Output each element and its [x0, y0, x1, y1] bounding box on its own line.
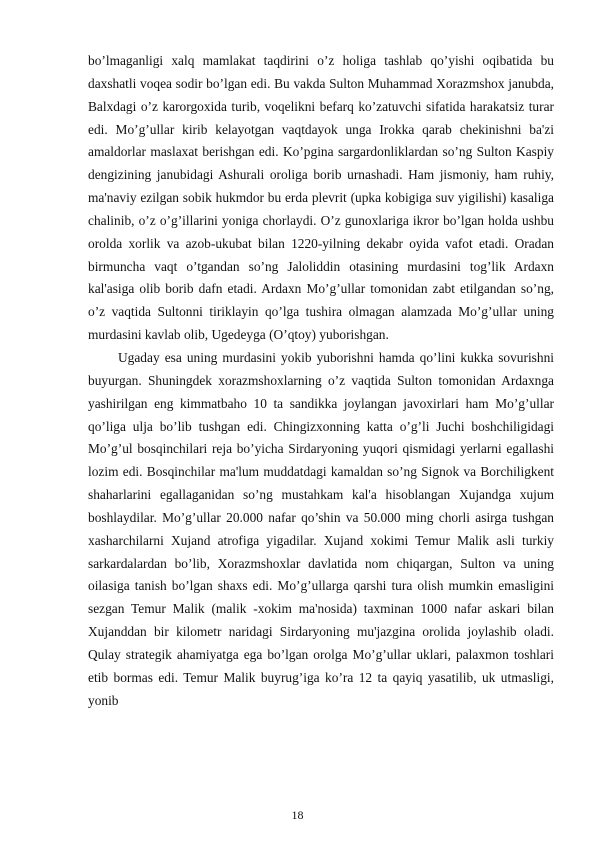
document-page: [88, 50, 554, 712]
paragraph-1: bo’lmaganligi xalq mamlakat taqdirini o’z holiga tashlab qo’yishi oqibatida bu daxshatli voqea sodir bo’lgan edi. Bu vakda Sulton Muhammad Xorazmshox janubda, Balxdagi o’z karorgoxida turib, voqelikni befarq ko’zatuvchi sifatida harakatsiz turar edi. Mo’g’ullar kirib kelayotgan vaqtdayok unga Irokka qarab chekinishni ba'zi amaldorlar maslaxat berishgan edi. Ko’pgina sargardonliklardan so’ng Sulton Kaspiy dengizining janubidagi Ashurali oroliga borib urnashadi. Ham jismoniy, ham ruhiy, ma'naviy ezilgan sobik hukmdor bu erda plevrit (upka kobigiga suv yigilishi) kasaliga chalinib, o’z o’g’illarini yoniga chorlaydi. O’z gunoxlariga ikror bo’lgan holda ushbu orolda xorlik va azob-ukubat bilan 1220-yilning dekabr oyida vafot etadi. Oradan birmuncha vaqt o’tgandan so’ng Jaloliddin otasining murdasini tog’lik Ardaxn kal'asiga olib borib dafn etadi. Ardaxn Mo’g’ullar tomonidan zabt etilgandan so’ng, o’z vaqtida Sultonni tiriklayin qo’lga tushira olmagan alamzada Mo’g’ullar uning murdasini kavlab olib, Ugedeyga (O’qtoy) yuborishgan.: [88, 53, 554, 343]
page-number: 18: [291, 808, 304, 822]
paragraph-2: Ugaday esa uning murdasini yokib yuborishni hamda qo’lini kukka sovurishni buyurgan. Shuningdek xorazmshoxlarning o’z vaqtida Sulton tomonidan Ardaxnga yashirilgan eng kimmatbaho 10 ta sandikka joylangan javoxirlari ham Mo’g’ullar qo’liga ulja bo’lib tushgan edi. Chingizxonning katta o’g’li Juchi boshchiligidagi Mo’g’ul bosqinchilari reja bo’yicha Sirdaryoning yuqori qismidagi yerlarni egallashi lozim edi. Bosqinchilar ma'lum muddatdagi kamaldan so’ng Signok va Borchiligkent shaharlarini egallaganidan so’ng mustahkam kal'a hisoblangan Xujandga xujum boshlaydilar. Mo’g’ullar 20.000 nafar qo’shin va 50.000 ming chorli asirga tushgan xasharchilarni Xujand atrofiga yigadilar. Xujand xokimi Temur Malik asli turkiy sarkardalardan bo’lib, Xorazmshoxlar davlatida nom chiqargan, Sulton va uning oilasiga tanish bo’lgan shaxs edi. Mo’g’ullarga qarshi tura olish mumkin emasligini sezgan Temur Malik (malik -xokim ma'nosida) taxminan 1000 nafar askari bilan Xujanddan bir kilometr naridagi Sirdaryoning mu'jazgina orolida joylashib oladi. Qulay strategik ahamiyatga ega bo’lgan orolga Mo’g’ullar uklari, palaxmon toshlari etib bormas edi. Temur Malik buyrug’iga ko’ra 12 ta qayiq yasatilib, uk utmasligi, yonib: [88, 349, 554, 708]
